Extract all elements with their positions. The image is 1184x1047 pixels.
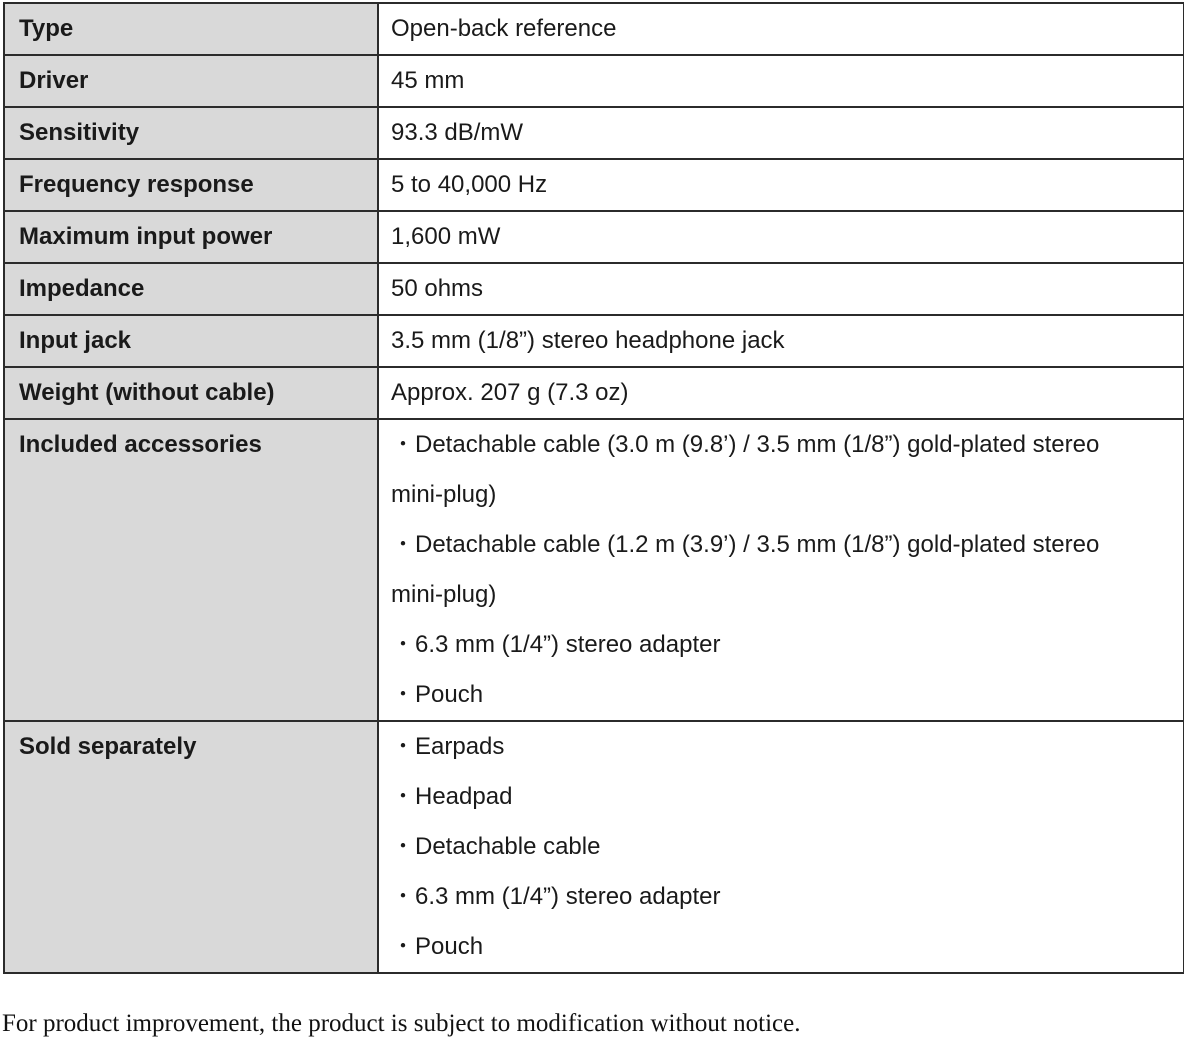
spec-row <box>4 367 1184 419</box>
spec-value <box>378 315 1184 367</box>
spec-value-line: 93.3 dB/mW <box>391 119 524 146</box>
spec-key: Maximum input power <box>4 211 378 263</box>
spec-value-line: mini-plug) <box>391 481 497 508</box>
spec-value-line: mini-plug) <box>391 581 497 608</box>
spec-value-line: 5 to 40,000 Hz <box>391 171 548 198</box>
spec-value-line: ・Detachable cable (1.2 m (3.9’) / 3.5 mm (1/8”) gold-plated stereo <box>391 531 1100 558</box>
spec-table-body <box>4 3 1184 973</box>
spec-row <box>4 419 1184 721</box>
spec-value <box>378 721 1184 973</box>
spec-value-line: ・6.3 mm (1/4”) stereo adapter <box>391 883 721 910</box>
spec-row <box>4 211 1184 263</box>
spec-value-line: ・Detachable cable <box>391 833 601 860</box>
spec-value <box>378 3 1184 55</box>
spec-row <box>4 55 1184 107</box>
spec-key: Included accessories <box>4 419 378 721</box>
spec-row <box>4 3 1184 55</box>
spec-value-line: ・Headpad <box>391 783 513 810</box>
spec-value-line: 3.5 mm (1/8”) stereo headphone jack <box>391 327 785 354</box>
spec-key: Type <box>4 3 378 55</box>
footnote: For product improvement, the product is subject to modification without notice. <box>2 1010 801 1037</box>
spec-table <box>3 2 1184 974</box>
spec-value <box>378 55 1184 107</box>
spec-key: Weight (without cable) <box>4 367 378 419</box>
spec-key: Impedance <box>4 263 378 315</box>
spec-row <box>4 107 1184 159</box>
spec-value-line: ・Detachable cable (3.0 m (9.8’) / 3.5 mm (1/8”) gold-plated stereo <box>391 431 1100 458</box>
spec-row <box>4 263 1184 315</box>
spec-value-line: Approx. 207 g (7.3 oz) <box>391 379 629 406</box>
spec-key: Driver <box>4 55 378 107</box>
spec-value <box>378 367 1184 419</box>
spec-value-line: ・Earpads <box>391 733 505 760</box>
spec-key: Frequency response <box>4 159 378 211</box>
spec-value-line: ・6.3 mm (1/4”) stereo adapter <box>391 631 721 658</box>
spec-value-line: ・Pouch <box>391 681 484 708</box>
spec-key: Sold separately <box>4 721 378 973</box>
spec-value-line: 45 mm <box>391 67 465 94</box>
spec-value <box>378 211 1184 263</box>
spec-value <box>378 263 1184 315</box>
spec-value-line: Open-back reference <box>391 15 617 42</box>
spec-row <box>4 315 1184 367</box>
spec-value <box>378 107 1184 159</box>
spec-value-line: 50 ohms <box>391 275 484 302</box>
spec-row <box>4 159 1184 211</box>
spec-value <box>378 419 1184 721</box>
spec-value-line: ・Pouch <box>391 933 484 960</box>
spec-value <box>378 159 1184 211</box>
spec-row <box>4 721 1184 973</box>
spec-key: Input jack <box>4 315 378 367</box>
spec-value-line: 1,600 mW <box>391 223 501 250</box>
spec-key: Sensitivity <box>4 107 378 159</box>
